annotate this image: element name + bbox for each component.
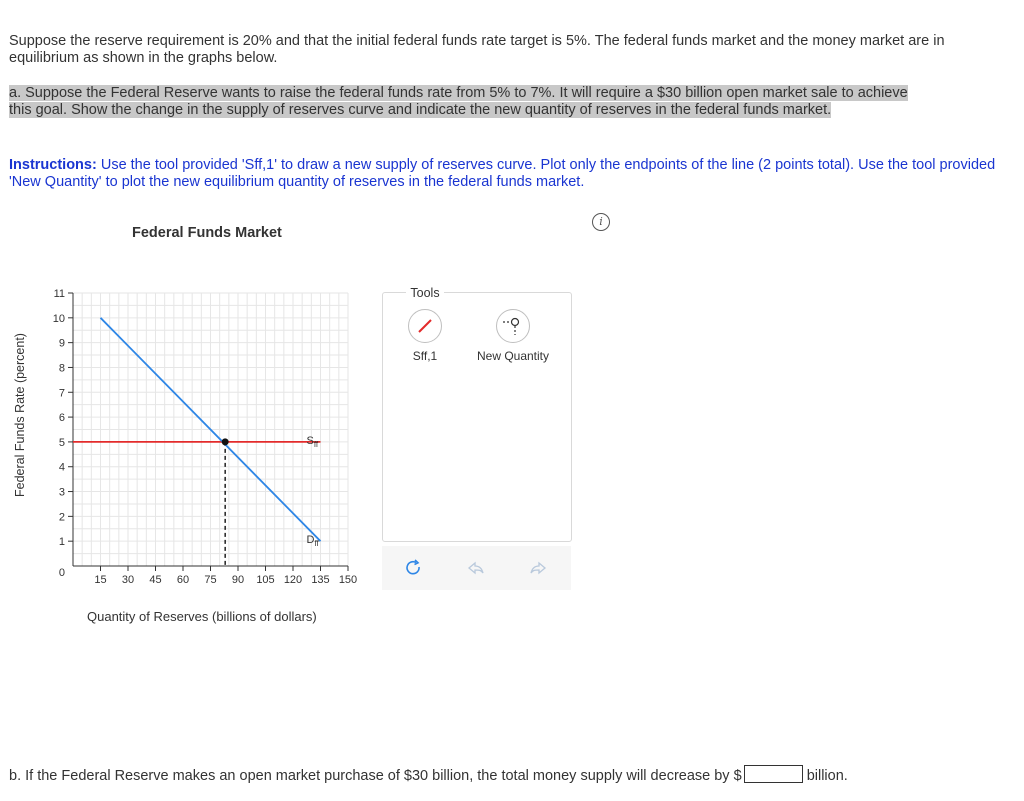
action-bar — [382, 546, 571, 590]
instructions-body: Use the tool provided 'Sff,1' to draw a new supply of reserves curve. Plot only the endpoints of the line (2 points total). Use the tool provided 'New Quantity' to plot the new equilibrium quantity of reserves in the federal funds market. — [9, 157, 996, 190]
y-tick-label: 3 — [58, 486, 65, 499]
sff1-tool-button[interactable] — [405, 309, 445, 363]
x-tick-label: 30 — [121, 574, 135, 586]
y-tick-label: 2 — [58, 511, 65, 524]
tools-panel — [382, 286, 572, 542]
chart-title: Federal Funds Market — [132, 225, 282, 241]
line-tool-icon[interactable] — [408, 309, 442, 343]
tools-title: Tools — [383, 286, 467, 300]
undo-icon[interactable] — [466, 558, 486, 578]
y-tick-label: 0 — [58, 567, 65, 579]
x-axis-label: Quantity of Reserves (billions of dollars) — [87, 609, 317, 624]
y-tick-label: 9 — [58, 337, 65, 350]
x-tick-label: 75 — [204, 574, 217, 586]
part-b-row — [9, 765, 848, 784]
x-tick-label: 45 — [149, 574, 162, 586]
equilibrium-point — [222, 438, 229, 445]
intro-text: Suppose the reserve requirement is 20% and that the initial federal funds rate target is 5%. The federal funds market and the money market are in equilibrium as shown in the graphs below. — [9, 33, 945, 66]
y-tick-label: 5 — [58, 436, 65, 449]
x-tick-label: 90 — [231, 574, 245, 586]
y-tick-label: 10 — [52, 312, 65, 325]
y-axis-label: Federal Funds Rate (percent) — [13, 333, 27, 497]
y-tick-label: 4 — [58, 461, 65, 474]
reset-icon[interactable] — [404, 558, 424, 578]
x-tick-label: 60 — [176, 574, 190, 586]
point-drop-icon[interactable] — [496, 309, 530, 343]
y-tick-label: 11 — [53, 288, 65, 300]
x-tick-label: 105 — [256, 574, 275, 586]
new-quantity-tool-button[interactable] — [469, 309, 557, 363]
answer-input[interactable] — [744, 765, 803, 783]
x-tick-label: 150 — [338, 574, 358, 586]
sff1-tool-label: Sff,1 — [412, 349, 438, 363]
info-icon[interactable]: i — [592, 213, 610, 231]
part-b-suffix: billion. — [806, 768, 848, 784]
part-b-text: b. If the Federal Reserve makes an open market purchase of $30 billion, the total money supply will decrease by $ — [9, 768, 742, 784]
part-a-text: a. Suppose the Federal Reserve wants to raise the federal funds rate from 5% to 7%. It will require a $30 billion open market sale to achieve this goal. Show the change in the supply of reserves curve and indicate the new quantity of reserves in the federal funds market. — [9, 85, 908, 118]
sff-label: $S_{ff}$ — [306, 434, 319, 449]
redo-icon[interactable] — [528, 558, 548, 578]
y-tick-label: 7 — [58, 387, 65, 400]
instructions-label: Instructions: — [9, 157, 97, 173]
x-tick-label: 15 — [94, 574, 107, 586]
x-tick-label: 135 — [311, 574, 330, 586]
x-tick-label: 120 — [283, 574, 303, 586]
new-quantity-tool-label: New Quantity — [476, 349, 550, 363]
y-tick-label: 1 — [58, 536, 65, 549]
federal-funds-chart[interactable] — [0, 0, 380, 600]
y-tick-label: 8 — [58, 362, 65, 375]
dff-label: $D_{ff}$ — [306, 534, 319, 549]
y-tick-label: 6 — [58, 412, 65, 425]
